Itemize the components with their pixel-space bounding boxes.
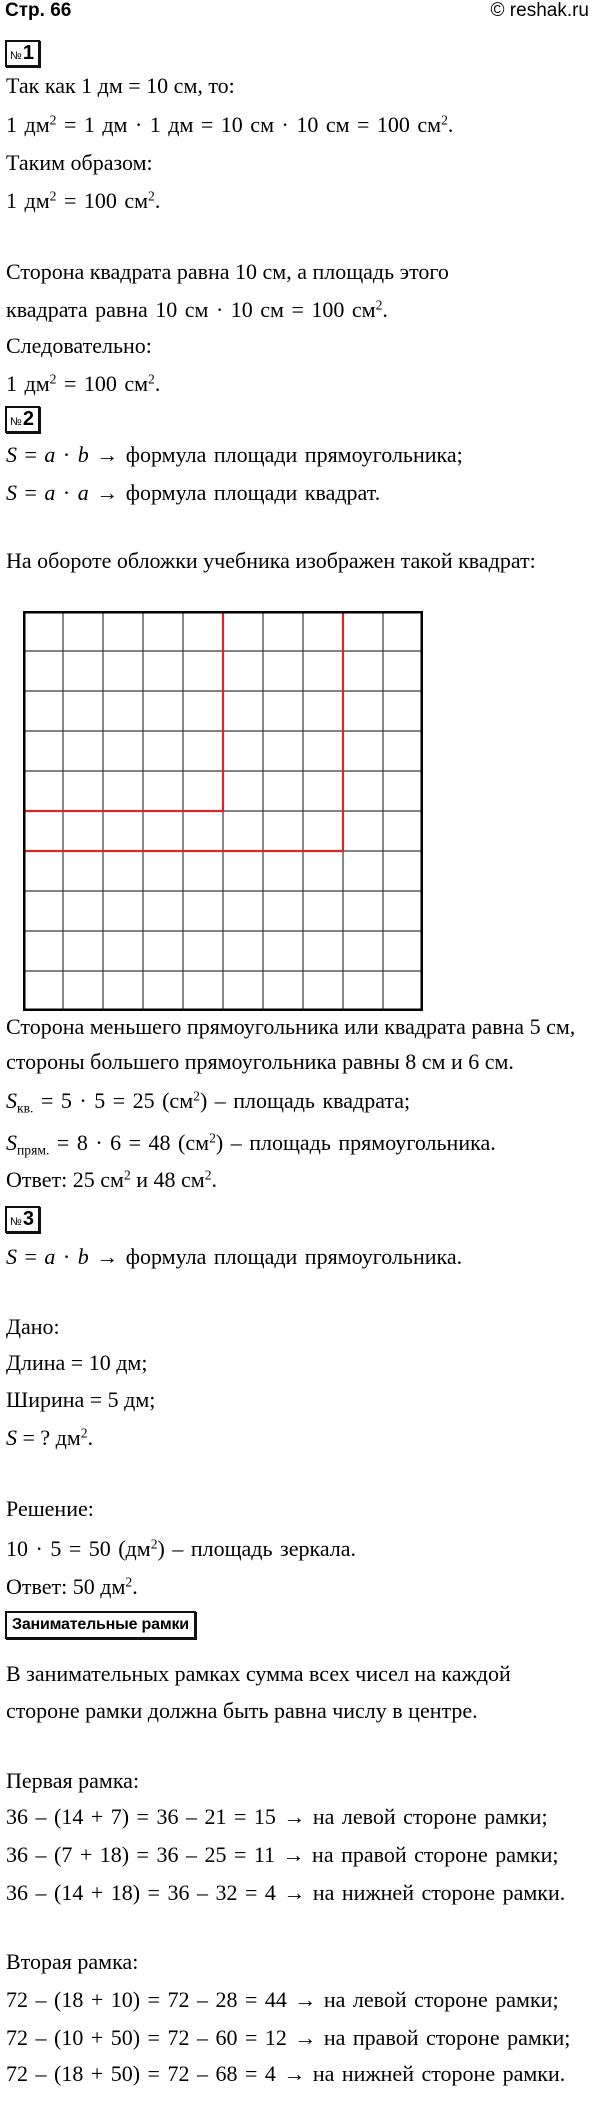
variable-a: a bbox=[44, 442, 56, 467]
subscript: кв. bbox=[17, 1100, 34, 1116]
exponent: 2 bbox=[125, 1574, 133, 1590]
text-segment: = bbox=[17, 442, 45, 467]
second-frame-bottom: 72 – (18 + 50) = 72 – 68 = 4 → на нижней стороне рамки. bbox=[6, 2061, 566, 2086]
variable-b: b bbox=[77, 1244, 89, 1269]
second-frame-right: 72 – (10 + 50) = 72 – 60 = 12 → на правой стороне рамки; bbox=[6, 2025, 571, 2050]
task-number: 2 bbox=[22, 408, 34, 430]
centimeter-grid-figure bbox=[23, 611, 423, 1011]
exponent: 2 bbox=[441, 112, 448, 128]
task3-given-label: Дано: bbox=[6, 1314, 60, 1339]
second-frame-left: 72 – (18 + 10) = 72 – 28 = 44 → на левой стороне рамки; bbox=[6, 1987, 559, 2012]
text-segment: 1 дм bbox=[6, 188, 50, 213]
exponent: 2 bbox=[49, 188, 57, 204]
exponent: 2 bbox=[148, 188, 155, 204]
text-segment: квадрата равна 10 см · 10 см = 100 см bbox=[6, 297, 376, 322]
task2-line-6 bbox=[6, 1087, 410, 1115]
text-segment: = 100 см bbox=[56, 371, 149, 396]
task-number: 3 bbox=[22, 1208, 34, 1230]
variable-s: S bbox=[6, 1425, 17, 1450]
text-segment: ) – площадь квадрата; bbox=[199, 1088, 411, 1113]
variable-s: S bbox=[6, 442, 17, 467]
exponent: 2 bbox=[148, 371, 155, 387]
text-segment: Ответ: 50 дм bbox=[6, 1574, 126, 1599]
number-sign: № bbox=[10, 1216, 22, 1228]
text-segment: = ? дм bbox=[17, 1425, 81, 1450]
text-segment: · bbox=[55, 442, 78, 467]
exponent: 2 bbox=[209, 1130, 216, 1146]
task2-line-5: стороны большего прямоугольника равны 8 см и 6 см. bbox=[6, 1049, 514, 1074]
text-segment: . bbox=[382, 297, 388, 322]
text-segment: ) – площадь прямоугольника. bbox=[215, 1130, 496, 1155]
task2-answer bbox=[6, 1166, 217, 1194]
variable-b: b bbox=[77, 442, 89, 467]
text-segment: · bbox=[55, 1244, 78, 1269]
text-segment: = 5 · 5 = 25 (см bbox=[33, 1088, 194, 1113]
variable-a: a bbox=[44, 1244, 56, 1269]
exponent: 2 bbox=[80, 1425, 88, 1441]
task3-line-1 bbox=[6, 1243, 462, 1271]
task1-line-8 bbox=[6, 370, 160, 398]
task-number: 1 bbox=[22, 42, 34, 64]
variable-a: a bbox=[77, 480, 89, 505]
first-frame-title: Первая рамка: bbox=[6, 1768, 140, 1793]
text-segment: → формула площади прямоугольника. bbox=[88, 1244, 463, 1269]
site-credit: © reshak.ru bbox=[490, 0, 589, 21]
task3-solution-label: Решение: bbox=[6, 1496, 94, 1521]
exponent: 2 bbox=[49, 371, 57, 387]
variable-s: S bbox=[6, 1088, 17, 1113]
text-segment: . bbox=[154, 371, 161, 396]
text-segment: 10 · 5 = 50 (дм bbox=[6, 1536, 151, 1561]
text-segment: 1 дм bbox=[6, 112, 50, 137]
text-segment: = 100 см bbox=[56, 188, 149, 213]
text-segment: Ответ: 25 см bbox=[6, 1167, 124, 1192]
frames-intro-line-1: В занимательных рамках сумма всех чисел на каждой bbox=[6, 1661, 511, 1686]
task-badge-2 bbox=[5, 406, 40, 433]
text-segment: = bbox=[17, 1244, 45, 1269]
task2-line-1 bbox=[6, 441, 463, 469]
task-badge-3 bbox=[5, 1206, 40, 1233]
text-segment: ) – площадь зеркала. bbox=[157, 1536, 357, 1561]
text-segment: . bbox=[87, 1425, 94, 1450]
first-frame-left: 36 – (14 + 7) = 36 – 21 = 15 → на левой стороне рамки; bbox=[6, 1804, 548, 1829]
frames-section-title: Занимательные рамки bbox=[5, 1611, 196, 1639]
text-segment: . bbox=[132, 1574, 138, 1599]
text-segment: = 1 дм · 1 дм = 10 см · 10 см = 100 см bbox=[56, 112, 442, 137]
task3-solution bbox=[6, 1535, 356, 1563]
task-badge-1 bbox=[5, 40, 40, 67]
exponent: 2 bbox=[204, 1167, 212, 1183]
exponent: 2 bbox=[123, 1167, 131, 1183]
text-segment: . bbox=[447, 112, 454, 137]
second-frame-title: Вторая рамка: bbox=[6, 1949, 139, 1974]
task1-line-5: Сторона квадрата равна 10 см, а площадь этого bbox=[6, 259, 449, 284]
task3-width: Ширина = 5 дм; bbox=[6, 1387, 156, 1412]
task1-line-3: Таким образом: bbox=[6, 150, 153, 175]
task1-line-2 bbox=[6, 111, 453, 139]
exponent: 2 bbox=[49, 112, 57, 128]
task3-unknown bbox=[6, 1424, 93, 1452]
task1-line-1: Так как 1 дм = 10 см, то: bbox=[6, 73, 235, 98]
frames-intro-line-2: стороне рамки должна быть равна числу в центре. bbox=[6, 1698, 478, 1723]
task1-line-4 bbox=[6, 187, 160, 215]
task3-answer bbox=[6, 1573, 138, 1601]
task2-line-7 bbox=[6, 1129, 496, 1157]
exponent: 2 bbox=[193, 1088, 200, 1104]
text-segment: . bbox=[211, 1167, 218, 1192]
subscript: прям. bbox=[17, 1142, 50, 1158]
text-segment: = bbox=[17, 480, 45, 505]
variable-s: S bbox=[6, 480, 17, 505]
text-segment: → формула площади квадрат. bbox=[88, 480, 381, 505]
task1-line-7: Следовательно: bbox=[6, 333, 152, 358]
task3-length: Длина = 10 дм; bbox=[6, 1350, 148, 1375]
text-segment: и 48 см bbox=[130, 1167, 205, 1192]
square-outline bbox=[23, 611, 223, 811]
first-frame-right: 36 – (7 + 18) = 36 – 25 = 11 → на правой стороне рамки; bbox=[6, 1842, 559, 1867]
number-sign: № bbox=[10, 416, 22, 428]
variable-s: S bbox=[6, 1244, 17, 1269]
exponent: 2 bbox=[375, 297, 383, 313]
first-frame-bottom: 36 – (14 + 18) = 36 – 32 = 4 → на нижней стороне рамки. bbox=[6, 1880, 566, 1905]
text-segment: → формула площади прямоугольника; bbox=[88, 442, 463, 467]
task2-line-4: Сторона меньшего прямоугольника или квадрата равна 5 см, bbox=[6, 1014, 576, 1039]
variable-s: S bbox=[6, 1130, 17, 1155]
text-segment: . bbox=[154, 188, 161, 213]
text-segment: = 8 · 6 = 48 (см bbox=[49, 1130, 210, 1155]
task1-line-6 bbox=[6, 296, 388, 324]
text-segment: · bbox=[55, 480, 78, 505]
exponent: 2 bbox=[150, 1536, 158, 1552]
variable-a: a bbox=[44, 480, 56, 505]
text-segment: 1 дм bbox=[6, 371, 50, 396]
page-number: Стр. 66 bbox=[5, 0, 72, 21]
task2-line-2 bbox=[6, 479, 380, 507]
number-sign: № bbox=[10, 50, 22, 62]
task2-line-3: На обороте обложки учебника изображен такой квадрат: bbox=[6, 548, 536, 573]
